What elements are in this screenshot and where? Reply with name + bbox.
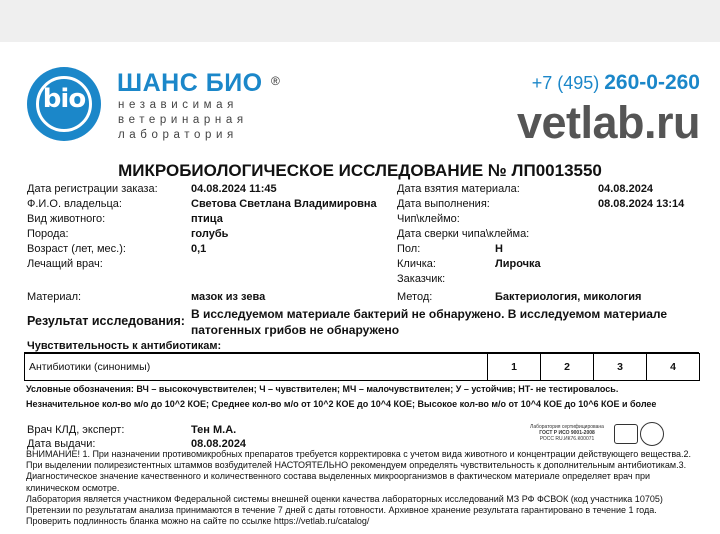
- antibiotics-header-cell: Антибиотики (синонимы): [25, 354, 488, 381]
- field-value-sample-date: 04.08.2024: [598, 183, 654, 195]
- field-value-species: птица: [191, 213, 223, 225]
- antibiotics-table: [24, 353, 700, 381]
- field-value-sex: Н: [495, 243, 503, 255]
- column-4: 4: [647, 354, 700, 381]
- field-value-registration-date: 04.08.2024 11:45: [191, 183, 277, 195]
- footer-text: ВНИМАНИЕ! 1. При назначении противомикробных препаратов требуется корректировка с учетом вида животного и концентрации действующего вещества.2. При выделении полирезистентных штаммов возбудителей НАСТОЯТЕЛЬНО рекомендуем определять чувствительность к дополнительным антибиотикам.3. Диагностическое значение качественного и количественного состава выделенных микроорганизмов в фактическом материале определяет врач при клиническом осмотре. Лаборатория является участником Федеральной системы внешней оценки качества лабораторных исследований МЗ РФ ФСВОК (код участника 10705) Претензии по результатам анализа принимаются в течение 7 дней с даты готовности. Архивное хранение результата гарантировано в течение 1 года. Проверить подлинность бланка можно на сайте по ссылке https://vetlab.ru/catalog/: [26, 449, 692, 527]
- top-gray-bar: [0, 0, 720, 42]
- issue-date-label: Дата выдачи:: [27, 438, 96, 450]
- column-3: 3: [594, 354, 647, 381]
- field-label-sample-date: Дата взятия материала:: [397, 183, 520, 195]
- field-label-age: Возраст (лет, мес.):: [27, 243, 126, 255]
- field-label-breed: Порода:: [27, 228, 69, 240]
- phone: [532, 71, 700, 95]
- bio-logo: [27, 67, 101, 141]
- field-label-species: Вид животного:: [27, 213, 106, 225]
- field-value-age: 0,1: [191, 243, 207, 255]
- document-title: МИКРОБИОЛОГИЧЕСКОЕ ИССЛЕДОВАНИЕ № ЛП0013550: [118, 161, 602, 180]
- brand-name: ШАНС БИО: [117, 69, 263, 97]
- field-label-chip: Чип\клеймо:: [397, 213, 460, 225]
- pct-mark-icon: [614, 424, 638, 444]
- tagline-line-1: независимая: [118, 99, 238, 111]
- field-value-owner: Светова Светлана Владимировна: [191, 198, 377, 210]
- legend-abbreviations: Условные обозначения: ВЧ – высокочувствителен; Ч – чувствителен; МЧ – малочувствителен; У – устойчив; НТ- не тестировалось.: [26, 384, 619, 394]
- field-value-nickname: Лирочка: [495, 258, 541, 270]
- iso-mark-icon: [640, 422, 664, 446]
- result-label: Результат исследования:: [27, 314, 185, 328]
- field-label-material: Материал:: [27, 291, 82, 303]
- doctor-value: Тен М.А.: [191, 424, 237, 436]
- doctor-label: Врач КЛД, эксперт:: [27, 424, 125, 436]
- tagline-line-2: ветеринарная: [118, 114, 248, 126]
- cert-line-3: РОСС RU.ИК76.К00071: [539, 436, 595, 442]
- sensitivity-title: Чувствительность к антибиотикам:: [27, 340, 222, 352]
- field-label-customer: Заказчик:: [397, 273, 446, 285]
- phone-prefix: +7 (495): [531, 73, 600, 93]
- result-value: В исследуемом материале бактерий не обнаружено. В исследуемом материале патогенных грибов не обнаружено: [191, 307, 668, 337]
- logo-text: bio: [42, 84, 86, 114]
- certification-text: [522, 424, 612, 442]
- field-label-registration-date: Дата регистрации заказа:: [27, 183, 158, 195]
- tagline-line-3: лаборатория: [118, 129, 238, 141]
- column-2: 2: [541, 354, 594, 381]
- field-label-vet: Лечащий врач:: [27, 258, 103, 270]
- table-row: [25, 354, 700, 381]
- field-label-completion-date: Дата выполнения:: [397, 198, 490, 210]
- field-value-method: Бактериология, микология: [495, 291, 642, 303]
- field-value-breed: голубь: [191, 228, 229, 240]
- field-label-nickname: Кличка:: [397, 258, 436, 270]
- phone-number: 260-0-260: [604, 71, 700, 94]
- registered-mark: ®: [271, 74, 280, 88]
- site-name: vetlab.ru: [516, 97, 700, 148]
- legend-quantities: Незначительное кол-во м/о до 10^2 КОЕ; Среднее кол-во м/о от 10^2 КОЕ до 10^4 КОЕ; Высокое кол-во м/о от 10^4 КОЕ до 10^6 КОЕ и более: [26, 399, 657, 409]
- field-label-method: Метод:: [397, 291, 433, 303]
- issue-date-value: 08.08.2024: [191, 438, 247, 450]
- field-label-chip-check-date: Дата сверки чипа\клейма:: [397, 228, 530, 240]
- cert-line-2: ГОСТ Р ИСО 9001-2008: [539, 430, 595, 436]
- field-label-owner: Ф.И.О. владельца:: [27, 198, 122, 210]
- footer-notes: [26, 449, 698, 527]
- cert-line-1: Лаборатория сертифицирована: [530, 424, 604, 430]
- field-value-completion-date: 08.08.2024 13:14: [598, 198, 685, 210]
- field-value-material: мазок из зева: [191, 291, 266, 303]
- column-1: 1: [488, 354, 541, 381]
- field-label-sex: Пол:: [397, 243, 421, 255]
